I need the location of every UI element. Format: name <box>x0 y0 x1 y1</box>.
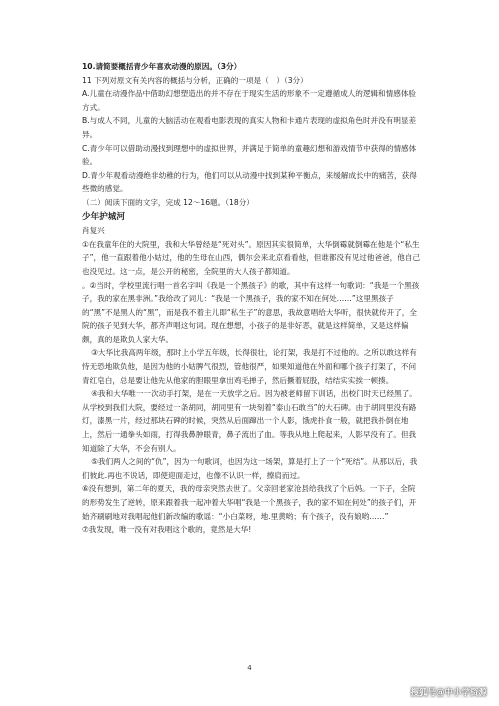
question-11-option-a: A.儿童在动漫作品中借助幻想塑造出的并不存在于现实生活的形象不一定遵循成人的逻辑和情感体验方式。 <box>82 89 417 112</box>
question-11-option-b: B.与成人不同，儿童的大脑活动在观看电影表现的真实人物和卡通片表现的虚拟角色时并没有明显差异。 <box>82 116 417 139</box>
essay-paragraph-2: 。②当时，学校里流行唱一首名字叫《我是一个黑孩子》的歌，其中有这样一句歌词：“我是一个黑孩子，我的家在黑非洲。”我给改了词儿：“我是一个黑孩子，我的家不知在何处……”这里黑孩子的“黑”不是黑人的“黑”，而是我不着主儿即“私生子”的意思，我故意唱给大华听，很快就传开了，全院的孩子见到大华，都齐声唱这句词。现在想想，小孩子的是非好恶，就是这样简单，又是这样偏颇，真的是欺负人家大华。 <box>82 280 420 344</box>
essay-title: 少年护城河 <box>82 211 125 222</box>
essay-author: 肖复兴 <box>82 226 105 236</box>
essay-paragraph-1: ①在我童年住的大院里，我和大华曾经是“死对头”。原因其实很简单，大华倒霉就倒霉在他是个“私生子”，他一直跟着他小姑过，他的生母在山西，偶尔会来北京看看他，但谁都没有见过他爸爸，他自己也没见过。这一点，是公开的秘密，全院里的大人孩子都知道。 <box>82 239 421 276</box>
document-content <box>82 60 422 537</box>
watermark: 搜狐号@中小学资源 <box>410 688 487 698</box>
question-11-option-c: C.青少年可以借助动漫找到理想中的虚拟世界，并满足于简单的童趣幻想和游戏情节中获得的情感体验。 <box>82 143 417 167</box>
essay-paragraph-5: ⑤我们两人之间的“仇”，因为一句歌词，也因为这一场架，算是打上了一个“死结”。从那以后，我们彼此.再也不说话，即使迎面走过，也像不认识一样，擦肩而过。 <box>82 457 418 480</box>
page-number: 4 <box>247 664 252 672</box>
essay-paragraph-6: ⑥没有想到，第二年的夏天，我的母亲突然去世了。父亲回老家沧县给我找了个后妈。一下子，全院的形势发生了逆转，原来跟着我一起冲着大华唱“我是一个黑孩子，我的家不知在何处”的孩子们，开始齐刷刷地对我唱起他们新改编的歌谣：“小白菜呀，地.里黄哟；有个孩子，没有娘哟……” <box>82 484 417 521</box>
essay-paragraph-4: ④我和大华唯一一次动手打架，是在一天放学之后。因为被老师留下训话，出校门时天已经黑了。从学校到我们大院，要经过一条胡同，胡同里有一块刻着“泰山石敢当”的大石碑。由于胡同里没有路灯，漆黑一片，经过那块石碑的时候，突然从后面蹿出一个人影，饿虎扑食一般，就把我扑倒在地上，然后一通拳头如雨，打得我鼻肿眼青，鼻子流出了血。等我从地上爬起来，人影早没有了。但我知道除了大华，不会有别人。 <box>82 389 417 453</box>
essay-paragraph-3: ③大华比我高两年级，那时上小学五年级，长得很壮，论打架，我是打不过他的。之所以敢这样有恃无恐地欺负他，是因为他的小姑脾气很烈，管他很严，如果知道他在外面和哪个孩子打架了，不问青红皂白，总是要让他先从他家的胆眼里拿出鸡毛掸子，然后撅着屁股，结结实实挨一顿揍。 <box>82 348 417 385</box>
section-2-heading: （二）阅读下面的文字，完成 12～16题。（18分） <box>82 197 254 207</box>
essay-paragraph-7: ⑦我发现，唯一没有对我唱这个歌的，竟然是大华! <box>82 525 252 535</box>
question-11-stem: 11 下列对原文有关内容的概括与分析，正确的一项是（ ）（3分） <box>82 75 308 85</box>
question-11-option-d: D.青少年观看动漫绝非幼稚的行为，他们可以从动漫中找到某种平衡点，来缓解成长中的痛苦，获得些微的感觉。 <box>82 170 417 194</box>
question-10: 10.请简要概括青少年喜欢动漫的原因。（3分） <box>82 62 242 71</box>
